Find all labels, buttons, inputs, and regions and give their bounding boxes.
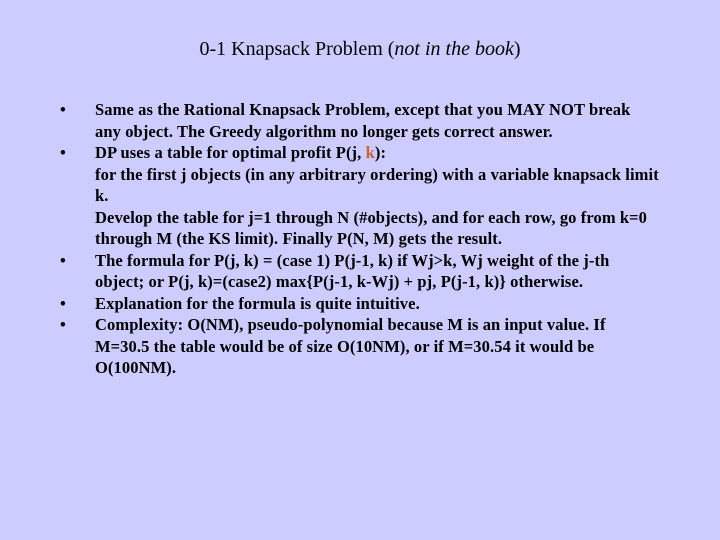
bullet-icon: • bbox=[60, 293, 66, 313]
bullet-text-end: ): bbox=[374, 143, 387, 162]
bullet-text: Complexity: O(NM), pseudo-polynomial because M is an input value. If M=30.5 the table would be of size O(10NM), or if M=30.54 it would be O(100NM). bbox=[95, 315, 606, 377]
bullet-icon: • bbox=[60, 143, 66, 162]
bullet-item-4 bbox=[60, 293, 660, 315]
bullet-item-5 bbox=[60, 314, 660, 379]
bullet-icon: • bbox=[60, 100, 66, 119]
bullet-text: DP uses a table for optimal profit P(j, bbox=[95, 143, 366, 162]
bullet-text: Explanation for the formula is quite intuitive. bbox=[95, 293, 420, 313]
title-text: 0-1 Knapsack Problem ( bbox=[199, 38, 395, 60]
bullet-item-1 bbox=[60, 99, 660, 142]
slide-title bbox=[0, 36, 720, 62]
highlight-k: k bbox=[365, 143, 375, 162]
bullet-item-2 bbox=[60, 142, 660, 250]
bullet-text: The formula for P(j, k) = (case 1) P(j-1, k) if Wj>k, Wj weight of the j-th object; or P(j, k)=(case2) max{P(j-1, k-Wj) + pj, P(j-1, k)} otherwise. bbox=[95, 250, 610, 291]
bullet-item-3 bbox=[60, 250, 660, 293]
bullet-continuation-2: Develop the table for j=1 through N (#objects), and for each row, go from k=0 through M (the KS limit). Finally P(N, M) gets the result. bbox=[95, 207, 648, 248]
bullet-icon: • bbox=[60, 250, 66, 270]
title-end: ) bbox=[513, 38, 521, 60]
bullet-text: Same as the Rational Knapsack Problem, except that you MAY NOT break any object. The Greedy algorithm no longer gets correct answer. bbox=[95, 100, 631, 141]
bullet-list bbox=[60, 99, 660, 379]
title-italic: not in the book bbox=[394, 38, 514, 60]
bullet-continuation-1: for the first j objects (in any arbitrary ordering) with a variable knapsack limit k. bbox=[95, 164, 659, 205]
bullet-icon: • bbox=[60, 315, 66, 334]
